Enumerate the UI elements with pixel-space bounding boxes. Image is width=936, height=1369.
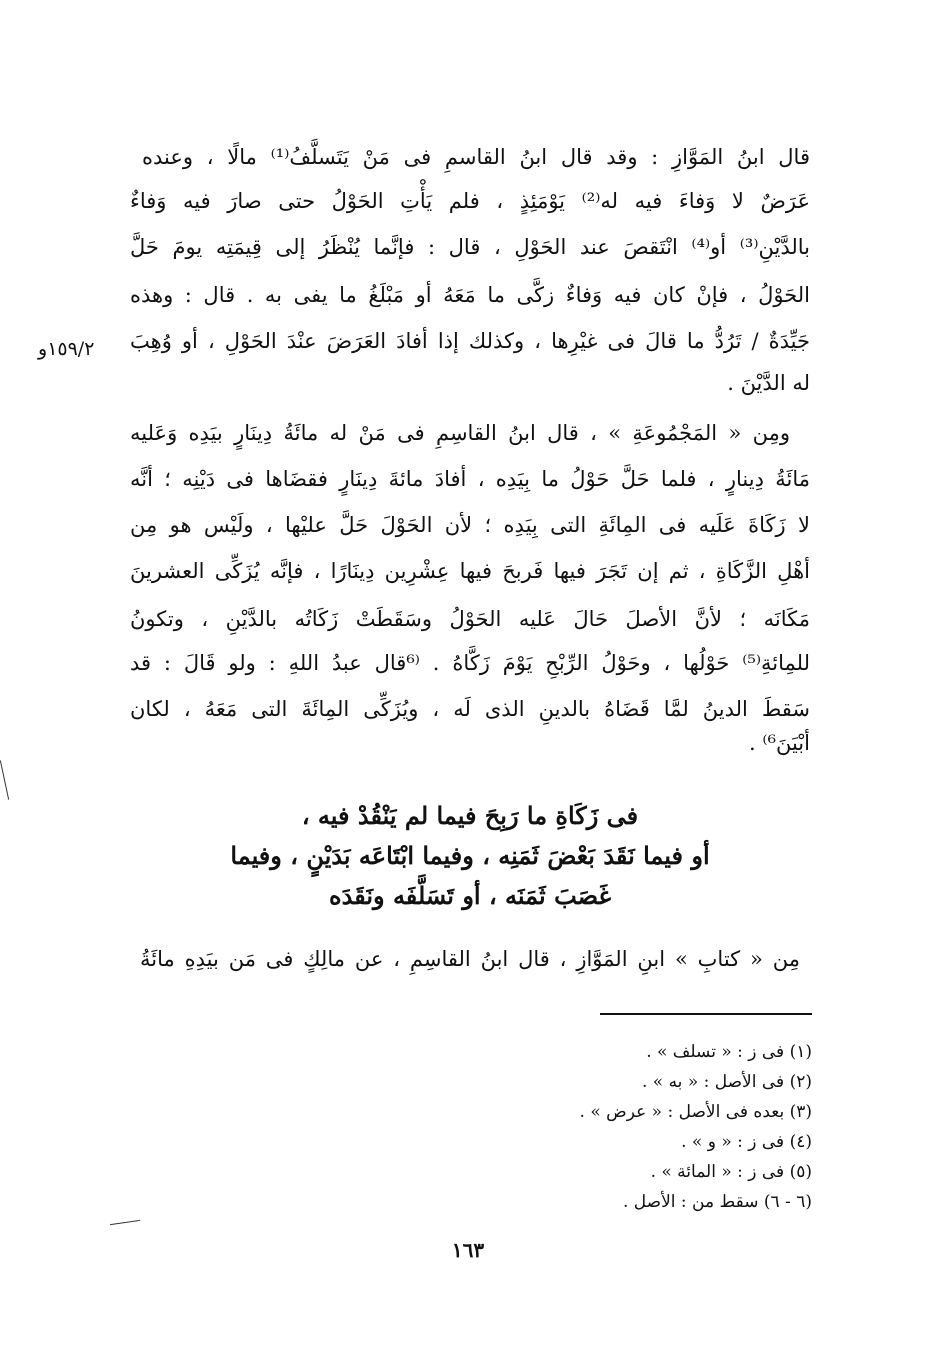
text-line: له الدَّيْنَ . [727, 371, 810, 395]
text-line: سَقطَ الدينُ لمَّا قَضَاهُ بالدينِ الذى لَه ، ويُزَكِّى المِائَةَ التى مَعَهُ ، لكان [130, 697, 810, 721]
text-line: أبْيَنَ⁶⁾ . [749, 731, 810, 755]
heading-line: غَصَبَ ثَمَنَه ، أو تَسَلَّفَه ونَقَدَه [329, 881, 611, 910]
footnote: (٢) فى الأصل : « به » . [641, 1072, 812, 1092]
text-line: لا زَكَاةَ عَلَيه فى المِائَةِ التى بِيَدِه ؛ لأن الحَوْلَ حَلَّ عليْها ، ولَيْس هو مِن [130, 513, 810, 537]
text-line: أهْلِ الزَّكَاةِ ، ثم إن تَجَرَ فيها فَربحَ فيها عِشْرِين دِينَارًا ، فإنَّه يُزَكِّى العشرينَ [130, 559, 810, 583]
page-number: ١٦٣ [451, 1238, 485, 1262]
text-line: مَائَةُ دِينارٍ ، فلما حَلَّ حَوْلُ ما بِيَدِه ، أفادَ مائةَ دِينَارٍ فقضَاها فى دَيْنِه ؛ أنَّه [130, 467, 810, 491]
footnote: (٣) بعده فى الأصل : « عرض » . [579, 1102, 812, 1122]
scan-mark [110, 1220, 140, 1225]
footnote: (١) فى ز : « تسلف » . [646, 1042, 812, 1062]
text-line: قال ابنُ المَوَّازِ : وقد قال ابنُ القاسمِ فى مَنْ يَتَسلَّفُ⁽¹⁾ مالًا ، وعنده [142, 145, 810, 169]
scan-mark [0, 760, 9, 799]
margin-folio-note: ١٥٩/٢و [38, 338, 95, 360]
heading-line: أو فيما نَقَدَ بَعْضَ ثَمَنِه ، وفيما ابْتَاعَه بَدَيْنٍ ، وفيما [230, 841, 710, 870]
text-line: جَيِّدَةٌ / تَرُدُّ ما قالَ فى غيْرِها ، وكذلك إذا أفادَ العَرَضَ عنْدَ الحَوْلِ ، أو وُهِبَ [130, 329, 810, 353]
text-line: مِن « كتابِ » ابنِ المَوَّازِ ، قال ابنُ القاسِمِ ، عن مالِكٍ فى مَن بيَدِهِ مائَةُ [140, 947, 800, 971]
text-line: للمِائةِ⁽⁵⁾ حَوْلُها ، وحَوْلُ الرِّبْحِ يَوْمَ زَكَّاهُ . ⁽⁶قال عبدُ اللهِ : ولو قَالَ : قد [130, 651, 810, 675]
heading-line: فى زَكَاةِ ما رَبِحَ فيما لم يَنْقُدْ فيه ، [301, 801, 639, 830]
text-line: مَكَانَه ؛ لأنَّ الأصلَ حَالَ عَليه الحَوْلُ وسَقَطَتْ زَكَاتُه بالدَّيْنِ ، وتكونُ [130, 607, 810, 631]
text-line: عَرَضٌ لا وَفاءَ فيه له⁽²⁾ يَوْمَئِذٍ ، فلم يَأْتِ الحَوْلُ حتى صارَ فيه وَفاءٌ [130, 189, 810, 213]
footnote: (٤) فى ز : « و » . [681, 1132, 812, 1152]
footnote-separator [600, 1013, 812, 1015]
footnote: (٥) فى ز : « المائة » . [650, 1162, 812, 1182]
text-line: بالدَّيْنِ⁽³⁾ أو⁽⁴⁾ انْتَقصَ عند الحَوْلِ ، قال : فإنَّما يُنْظَرُ إلى قِيمَتِه يومَ حَلَّ [130, 235, 810, 259]
text-line: الحَوْلُ ، فإنْ كان فيه وَفاءٌ زكَّى ما مَعَهُ أو مَبْلَغُ ما يفى به . قال : وهذه [130, 283, 810, 307]
footnote: (٦ - ٦) سقط من : الأصل . [622, 1192, 812, 1212]
text-line: ومِن « المَجْمُوعَةِ » ، قال ابنُ القاسِمِ فى مَنْ له مائَةُ دِينَارٍ بيَدِه وَعَليه [130, 421, 790, 445]
